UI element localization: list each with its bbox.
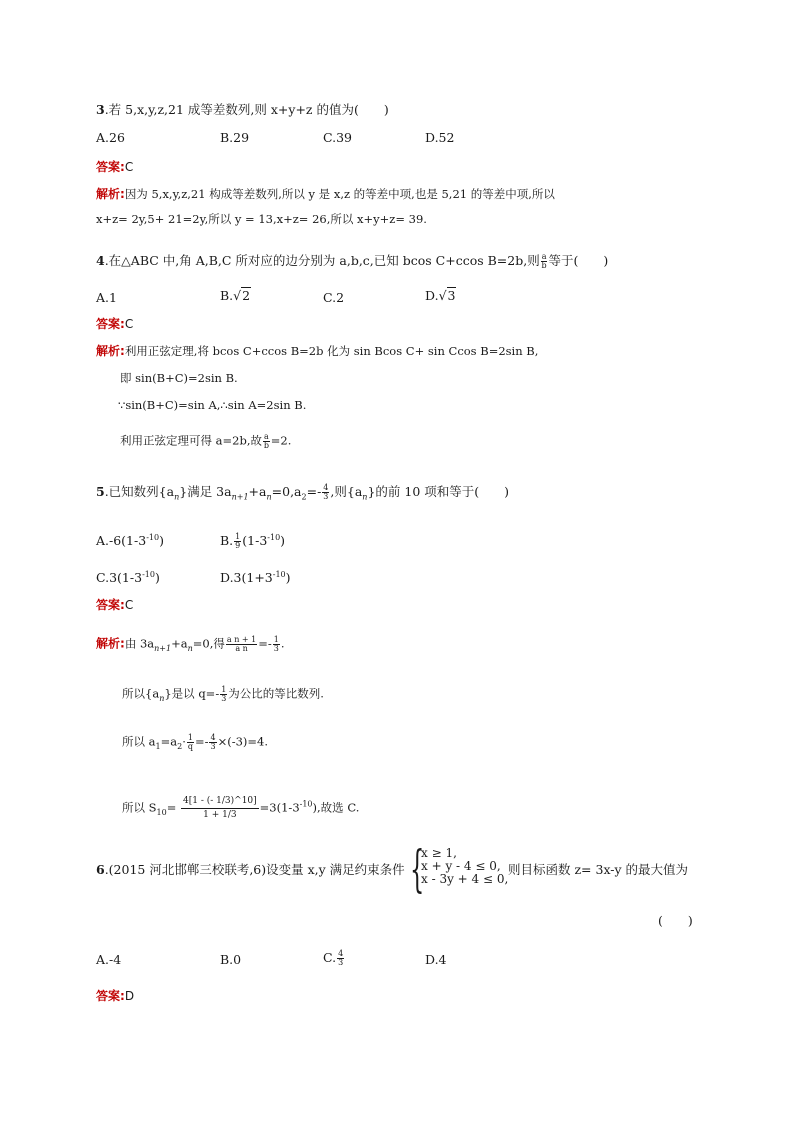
option-text: (1-3 <box>242 533 268 548</box>
answer-value: C <box>124 317 134 331</box>
denominator: 3 <box>323 492 329 501</box>
q3-analysis-2: x+z= 2y,5+ 21=2y,所以 y = 13,x+z= 26,所以 x+y+z= 39. <box>96 212 427 226</box>
q5-stem: 5.已知数列$\{a_n\}$满足 $3a_{n+1}+a_n=0,a_2=-$ $\frac{4}{3}$ ,则$\{a_n\}$的前 10 项和等于( ) <box>96 483 509 502</box>
q3-analysis-1 <box>96 188 555 201</box>
answer-label: 答案: <box>96 317 125 331</box>
q6-stem-tail: 则目标函数 z= 3x-y 的最大值为 <box>508 862 689 877</box>
answer-value: C <box>124 598 134 612</box>
numerator: 4[1 - (- 1/3)^10] <box>181 797 259 809</box>
fraction <box>337 950 344 967</box>
q4-stem <box>96 253 608 270</box>
fraction <box>322 484 329 501</box>
fraction <box>220 686 227 703</box>
q6-number: 6 <box>96 862 105 877</box>
stem-text: ,则{a <box>330 484 363 499</box>
q5-analysis-1: 解析:由 $3a_{n+1}+a_n=0$,得 $\frac{\text{a n + 1}}{\text{a n}}$ =- $\frac{1}{3}$ . <box>96 635 285 653</box>
denominator: 3 <box>273 644 279 653</box>
denominator: b <box>263 441 269 450</box>
q5-option-a <box>96 532 164 548</box>
q3-stem-text: .若 5,x,y,z,21 成等差数列,则 x+y+z 的值为( ) <box>104 102 389 117</box>
analysis-text: ),故选 C. <box>312 800 360 815</box>
q4-option-d: D.√3 <box>425 288 456 303</box>
q5-number: 5 <box>96 484 105 499</box>
q3-option-b: B.29 <box>220 130 250 145</box>
answer-value: D <box>124 989 135 1003</box>
denominator: a n <box>235 644 248 653</box>
numerator: 4 <box>210 733 216 742</box>
option-text: D.3(1+3 <box>220 570 273 585</box>
q3-stem <box>96 104 389 117</box>
denominator: b <box>541 261 547 270</box>
q4-number: 4 <box>96 253 105 268</box>
answer-label: 答案: <box>96 598 125 612</box>
fraction <box>187 734 194 751</box>
denominator: 9 <box>235 541 241 550</box>
option-text: C.3(1-3 <box>96 570 143 585</box>
analysis-label: 解析: <box>96 636 125 651</box>
analysis-text: 所以{a <box>122 686 160 701</box>
denominator: 3 <box>338 958 344 967</box>
exponent: -10 <box>267 532 281 542</box>
q5-option-c <box>96 569 160 585</box>
q4-analysis-3: ∵sin(B+C)=sin A,∴sin A=2sin B. <box>118 398 307 412</box>
fraction <box>263 433 270 450</box>
constraint-3: x - 3y + 4 ≤ 0, <box>421 872 509 886</box>
analysis-label: 解析: <box>96 344 125 358</box>
analysis-text: =- <box>194 734 209 749</box>
option-text: ) <box>159 533 164 548</box>
q5-option-d <box>220 569 291 585</box>
analysis-text: =- <box>258 636 272 651</box>
q6-option-d: D.4 <box>425 952 447 967</box>
q4-option-a: A.1 <box>96 290 117 305</box>
q5-analysis-3: 所以 $a_1=a_2\cdot$ $\frac{1}{q}$ =- $\frac{4}{3}$ ×(-3)=4. <box>122 733 268 751</box>
option-prefix: B. <box>220 288 234 303</box>
analysis-text: 为公比的等比数列. <box>228 686 324 701</box>
option-text: ) <box>280 533 286 548</box>
analysis-text: =2. <box>270 433 292 448</box>
q3-answer <box>96 161 133 174</box>
q5-answer <box>96 599 133 612</box>
numerator: 1 <box>273 635 279 644</box>
answer-label: 答案: <box>96 989 125 1003</box>
numerator: 4 <box>323 483 329 492</box>
analysis-text: . <box>280 636 285 651</box>
analysis-text: · <box>182 734 186 749</box>
analysis-text: 所以 a <box>122 734 156 749</box>
q4-analysis-1 <box>96 345 538 358</box>
q4-analysis-4 <box>120 433 291 450</box>
q4-stem-text: .在△ABC 中,角 A,B,C 所对应的边分别为 a,b,c,已知 bcos C+ccos B=2b,则 <box>104 253 540 268</box>
radicand: 2 <box>242 288 251 303</box>
q3-option-d: D.52 <box>425 130 455 145</box>
option-prefix: B. <box>220 533 234 548</box>
denominator: q <box>187 742 193 751</box>
constraint-2: x + y - 4 ≤ 0, <box>421 859 501 873</box>
q4-option-c: C.2 <box>323 290 345 305</box>
constraint-1: x ≥ 1, <box>421 846 457 860</box>
stem-text: =- <box>306 484 322 499</box>
numerator: 1 <box>221 685 227 694</box>
analysis-text: +a <box>171 636 188 651</box>
analysis-text: =3(1-3 <box>259 800 300 815</box>
fraction <box>234 533 241 550</box>
q4-analysis-text-1: 利用正弦定理,将 bcos C+ccos B=2b 化为 sin Bcos C+ sin Ccos B=2sin B, <box>124 344 539 358</box>
analysis-label: 解析: <box>96 187 125 201</box>
q3-option-a: A.26 <box>96 130 125 145</box>
q5-option-b <box>220 533 285 550</box>
constraint-brace: { <box>410 840 425 898</box>
q3-analysis-text-1: 因为 5,x,y,z,21 构成等差数列,所以 y 是 x,z 的等差中项,也是 5,21 的等差中项,所以 <box>124 187 555 201</box>
q6-stem <box>96 864 405 877</box>
q5-analysis-2: 所以$\{a_n\}$是以 q=- $\frac{1}{3}$ 为公比的等比数列. <box>122 685 324 703</box>
analysis-text: 所以 S <box>122 800 157 815</box>
exponent: -10 <box>272 569 286 579</box>
fraction <box>273 636 280 653</box>
q4-option-b: B.√2 <box>220 288 251 303</box>
q6-option-b: B.0 <box>220 952 242 967</box>
stem-text: }满足 3a <box>179 484 232 499</box>
numerator: 1 <box>187 733 193 742</box>
stem-text: +a <box>248 484 267 499</box>
analysis-text: 由 3a <box>124 636 155 651</box>
exponent: -10 <box>142 569 155 579</box>
numerator: a n + 1 <box>226 635 257 644</box>
exponent: -10 <box>146 532 160 542</box>
option-text: A.-6(1-3 <box>96 533 147 548</box>
exponent: -10 <box>299 799 313 809</box>
denominator: 3 <box>210 742 216 751</box>
q6-option-c <box>323 950 345 967</box>
q4-stem-fraction <box>541 253 548 270</box>
big-fraction <box>181 797 259 820</box>
numerator: 1 <box>235 532 241 541</box>
constraint-system <box>421 847 508 886</box>
stem-text: .已知数列{a <box>104 484 175 499</box>
q3-number: 3 <box>96 102 105 117</box>
q6-option-a: A.-4 <box>96 952 122 967</box>
analysis-text: =0,得 <box>192 636 225 651</box>
analysis-text: 利用正弦定理可得 a=2b,故 <box>120 433 262 448</box>
q4-stem-tail: 等于( ) <box>548 253 609 268</box>
denominator: 3 <box>221 694 227 703</box>
stem-text: }的前 10 项和等于( ) <box>367 484 509 499</box>
option-text: ) <box>154 570 160 585</box>
q6-stem-text: .(2015 河北邯郸三校联考,6)设变量 x,y 满足约束条件 <box>104 862 405 877</box>
option-prefix: D. <box>425 288 439 303</box>
option-text: ) <box>285 570 291 585</box>
analysis-text: }是以 q=- <box>164 686 220 701</box>
numerator: 4 <box>338 949 344 958</box>
radicand: 3 <box>447 288 456 303</box>
answer-label: 答案: <box>96 160 125 174</box>
numerator: a <box>541 252 547 261</box>
denominator: 1 + 1/3 <box>203 810 237 820</box>
q6-answer <box>96 990 134 1003</box>
q4-analysis-2: 即 sin(B+C)=2sin B. <box>120 371 238 385</box>
analysis-text: ×(-3)=4. <box>217 734 268 749</box>
q5-analysis-4 <box>122 797 359 820</box>
analysis-text: = <box>166 800 177 815</box>
fraction <box>209 734 216 751</box>
q6-answer-paren: ( ) <box>658 913 693 928</box>
numerator: a <box>263 432 269 441</box>
stem-text: =0,a <box>271 484 302 499</box>
option-prefix: C. <box>323 950 337 965</box>
answer-value: C <box>124 160 134 174</box>
fraction <box>226 636 257 653</box>
q4-answer <box>96 318 133 331</box>
analysis-text: =a <box>160 734 178 749</box>
q3-option-c: C.39 <box>323 130 352 145</box>
subscript: 10 <box>156 807 167 817</box>
